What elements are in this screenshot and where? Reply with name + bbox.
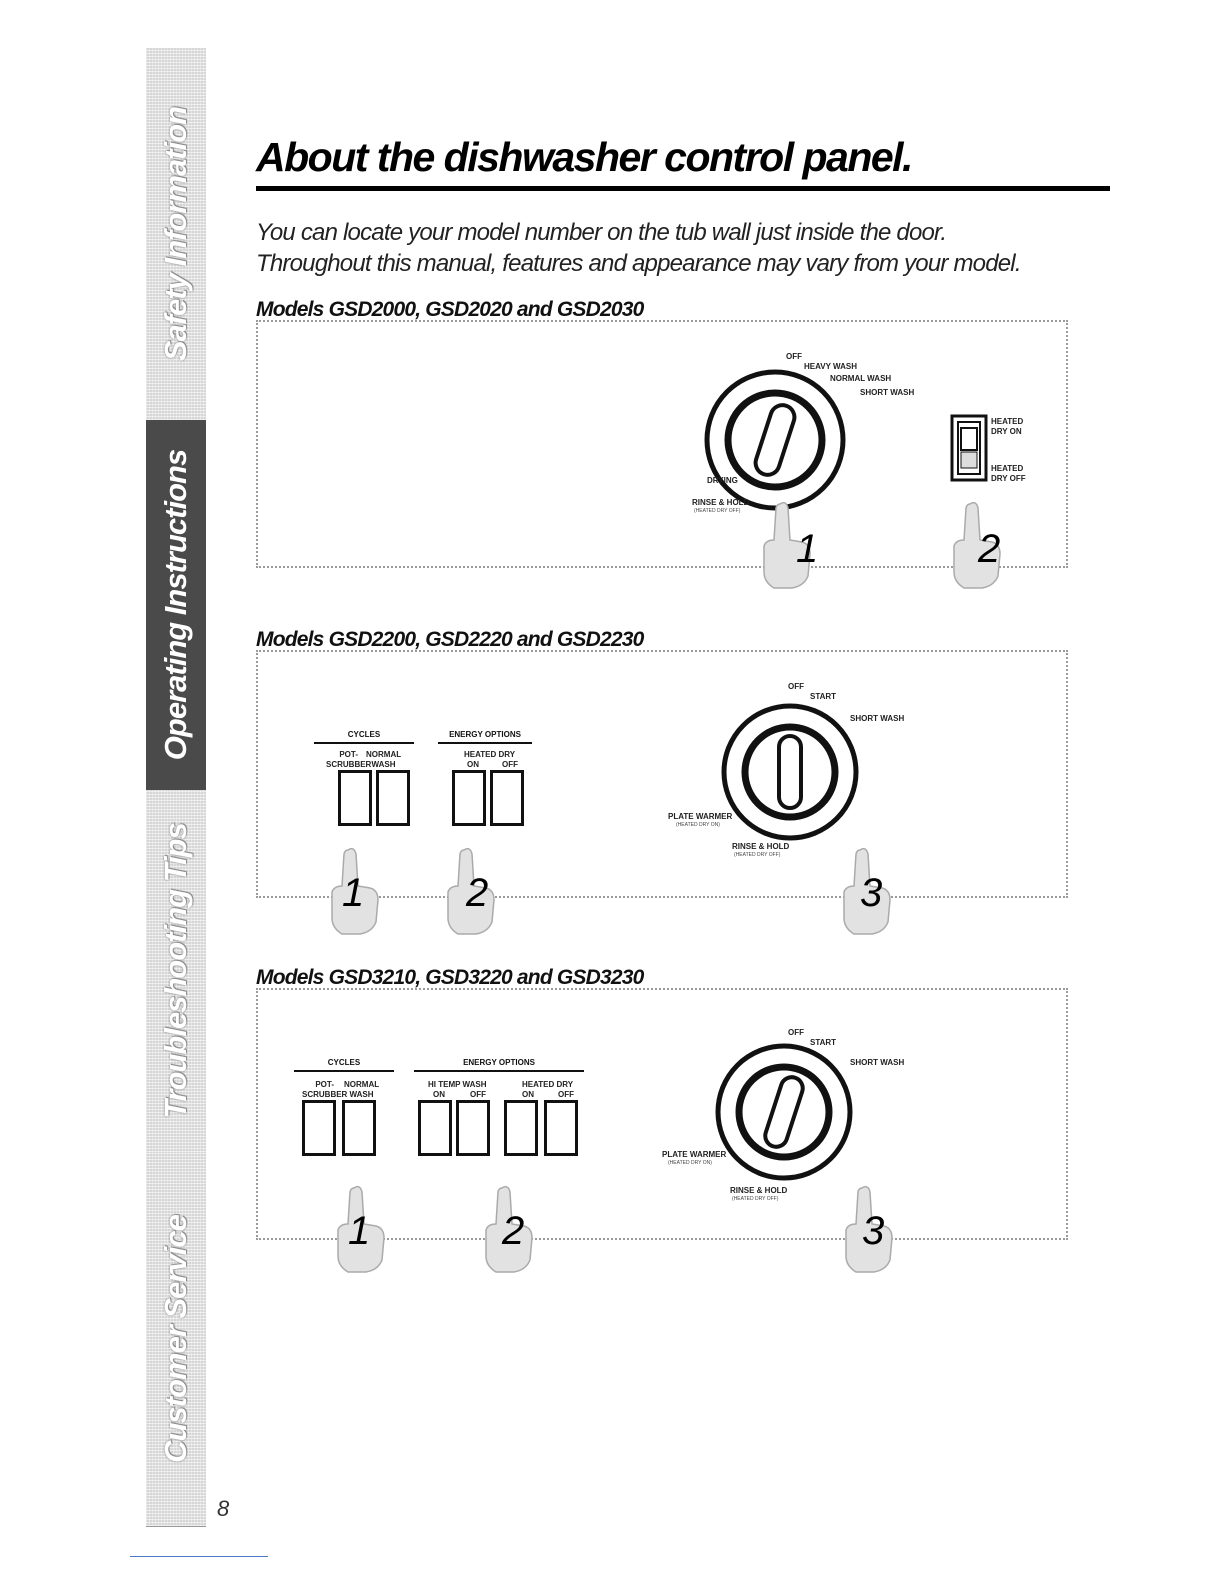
panel2-dial-short-wash: SHORT WASH — [850, 714, 905, 723]
intro-line-2: Throughout this manual, features and appearance may vary from your model. — [256, 250, 1021, 277]
panel3-cycle-normal-wash-label: NORMAL WASH — [344, 1080, 380, 1099]
panel3-normal-wash-button[interactable] — [342, 1100, 376, 1156]
panel3-dial-short-wash: SHORT WASH — [850, 1058, 905, 1067]
panel2-normal-wash-button[interactable] — [376, 770, 410, 826]
panel3-callout-hand-2 — [474, 1180, 538, 1276]
panel1-heated-dry-switch[interactable] — [950, 414, 988, 482]
intro-line-1: You can locate your model number on the tub wall just inside the door. — [256, 219, 947, 246]
panel3-hi-temp-on-button[interactable] — [418, 1100, 452, 1156]
panel2-dial-plate-warmer: PLATE WARMER — [668, 812, 733, 821]
panel3-heated-dry-off-label: OFF — [558, 1090, 574, 1099]
panel3-hi-temp-off-label: OFF — [470, 1090, 486, 1099]
section-tabs — [146, 48, 206, 1526]
panel1-dial-short-wash: SHORT WASH — [860, 388, 915, 397]
panel1-switch-off: HEATED DRY OFF — [991, 464, 1026, 483]
panel2-cycles-title: CYCLES — [314, 730, 414, 744]
page-number: 8 — [217, 1496, 230, 1521]
tab-customer-service[interactable] — [146, 1152, 206, 1527]
page-title: About the dishwasher control panel. — [256, 134, 912, 180]
panel2-heated-dry-on-button[interactable] — [452, 770, 486, 826]
tab-label: Operating Instructions — [158, 449, 193, 761]
callout-number: 3 — [860, 871, 883, 915]
callout-number: 2 — [502, 1209, 525, 1253]
callout-number: 2 — [978, 527, 1001, 571]
panel2-dial-rinse-hold: RINSE & HOLD — [732, 842, 790, 851]
panel3-pot-scrubber-button[interactable] — [302, 1100, 336, 1156]
tab-operating-instructions[interactable] — [146, 420, 206, 791]
panel3-cycle-pot-scrubber-label: POT- SCRUBBER — [302, 1080, 348, 1099]
panel2-pot-scrubber-button[interactable] — [338, 770, 372, 826]
panel2-heading: Models GSD2200, GSD2220 and GSD2230 — [256, 628, 644, 651]
panel3-cycle-dial[interactable] — [702, 1040, 872, 1190]
panel1-dial-off: OFF — [786, 352, 802, 361]
panel3-dial-plate-sub: (HEATED DRY ON) — [668, 1160, 712, 1166]
panel3-dial-rinse-sub: (HEATED DRY OFF) — [732, 1196, 779, 1202]
panel3-callout-hand-3 — [834, 1180, 898, 1276]
panel1-dial-drying: DRYING — [707, 476, 738, 485]
footer-rule — [130, 1556, 268, 1557]
callout-number: 3 — [862, 1209, 885, 1253]
panel2-dial-off: OFF — [788, 682, 804, 691]
panel3-heading: Models GSD3210, GSD3220 and GSD3230 — [256, 966, 644, 989]
panel2-cycle-pot-scrubber-label: POT- SCRUBBER — [326, 750, 372, 769]
callout-number: 2 — [466, 871, 489, 915]
callout-number: 1 — [342, 871, 365, 915]
panel2-callout-hand-1 — [320, 842, 384, 938]
panel3-heated-dry-on-button[interactable] — [504, 1100, 538, 1156]
panel2-heated-dry-off-button[interactable] — [490, 770, 524, 826]
panel1-heading: Models GSD2000, GSD2020 and GSD2030 — [256, 298, 644, 321]
panel3-hi-temp-wash-label: HI TEMP WASH — [428, 1080, 487, 1089]
callout-number: 1 — [348, 1209, 371, 1253]
panel2-heated-dry-on-label: ON — [467, 760, 479, 769]
panel1-dial-rinse-hold: RINSE & HOLD — [692, 498, 750, 507]
panel2-dial-plate-sub: (HEATED DRY ON) — [676, 822, 720, 828]
tab-label: Safety Information — [158, 106, 193, 362]
panel2-heated-dry-off-label: OFF — [502, 760, 518, 769]
panel3-heated-dry-label: HEATED DRY — [522, 1080, 574, 1089]
panel3-dial-rinse-hold: RINSE & HOLD — [730, 1186, 788, 1195]
tab-label: Customer Service — [158, 1215, 193, 1463]
panel3-hi-temp-on-label: ON — [433, 1090, 445, 1099]
callout-number: 1 — [796, 527, 819, 571]
panel3-energy-title: ENERGY OPTIONS — [414, 1058, 584, 1072]
panel3-callout-hand-1 — [326, 1180, 390, 1276]
title-rule — [256, 186, 1110, 191]
panel3-heated-dry-off-button[interactable] — [544, 1100, 578, 1156]
tab-label: Troubleshooting Tips — [158, 823, 193, 1119]
panel3-heated-dry-on-label: ON — [522, 1090, 534, 1099]
panel1-callout-hand-1 — [752, 496, 819, 592]
panel1-switch-on: HEATED DRY ON — [991, 417, 1024, 436]
panel2-energy-title: ENERGY OPTIONS — [438, 730, 532, 744]
panel3-dial-off: OFF — [788, 1028, 804, 1037]
panel3-cycles-title: CYCLES — [294, 1058, 394, 1072]
panel2-callout-hand-2 — [436, 842, 500, 938]
panel1-dial-normal-wash: NORMAL WASH — [830, 374, 892, 383]
panel2-cycle-normal-wash-label: NORMAL WASH — [366, 750, 402, 769]
panel2-dial-rinse-sub: (HEATED DRY OFF) — [734, 852, 781, 858]
tab-troubleshooting-tips[interactable] — [146, 790, 206, 1153]
panel2-dial-start: START — [810, 692, 837, 701]
panel1-dial-rinse-sub: (HEATED DRY OFF) — [694, 508, 741, 514]
panel3-dial-start: START — [810, 1038, 837, 1047]
panel1-dial-heavy-wash: HEAVY WASH — [804, 362, 858, 371]
tab-safety-information[interactable] — [146, 48, 206, 421]
panel3-dial-plate-warmer: PLATE WARMER — [662, 1150, 727, 1159]
panel1-callout-hand-2 — [942, 496, 1006, 592]
panel3-hi-temp-off-button[interactable] — [456, 1100, 490, 1156]
panel2-callout-hand-3 — [832, 842, 896, 938]
panel2-heated-dry-label: HEATED DRY — [464, 750, 516, 759]
